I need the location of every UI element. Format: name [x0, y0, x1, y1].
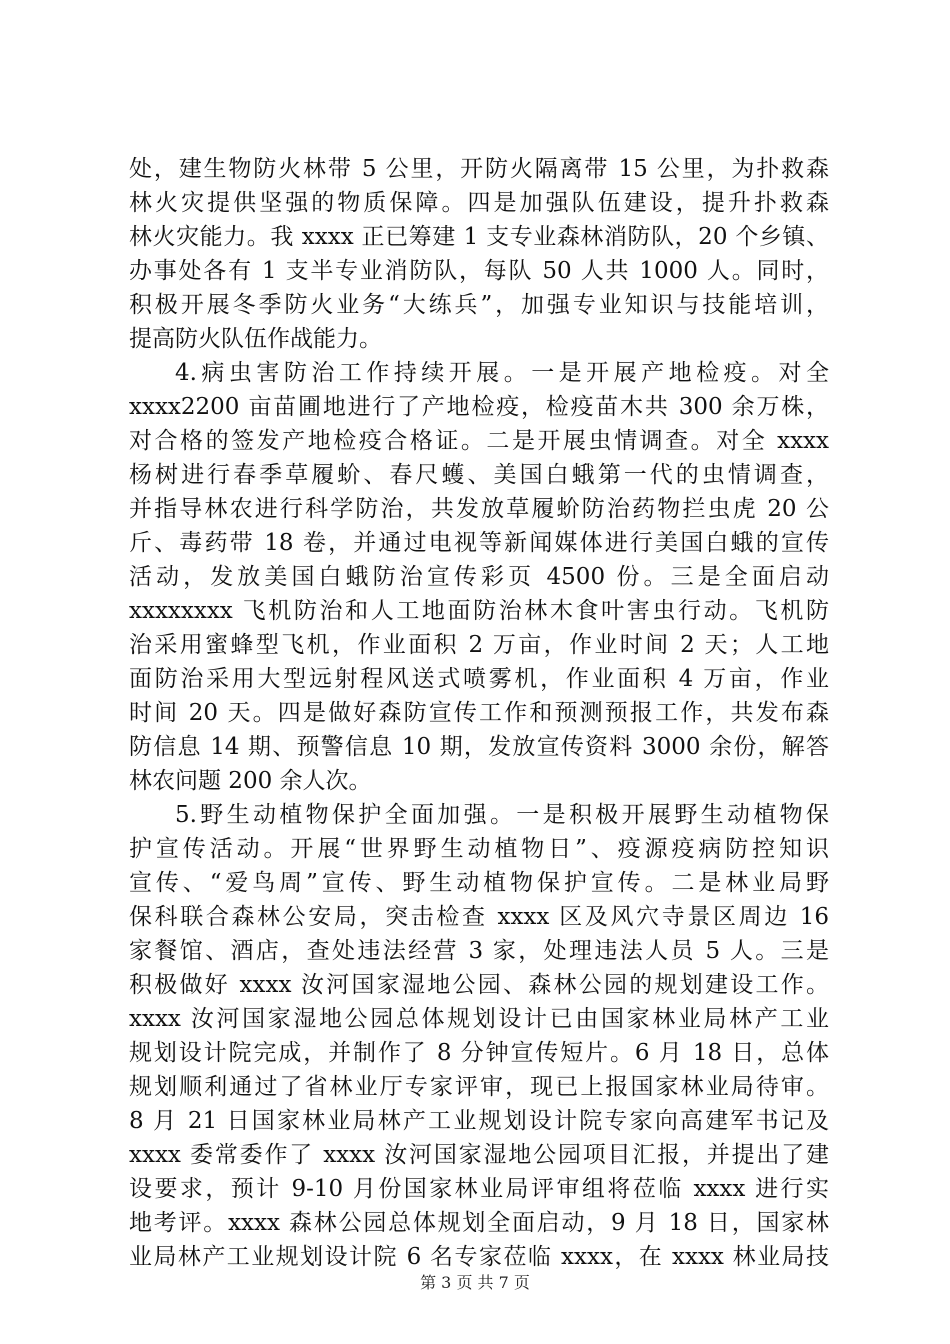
text-line: 业局林产工业规划设计院 6 名专家莅临 xxxx，在 xxxx 林业局技: [129, 1244, 829, 1270]
text-line: 林火灾能力。我 xxxx 正已筹建 1 支专业森林消防队，20 个乡镇、: [129, 224, 829, 250]
text-line: xxxxxxxx 飞机防治和人工地面防治林木食叶害虫行动。飞机防: [129, 598, 829, 624]
text-line: 设要求，预计 9-10 月份国家林业局评审组将莅临 xxxx 进行实: [129, 1176, 829, 1202]
text-line: 家餐馆、酒店，查处违法经营 3 家，处理违法人员 5 人。三是: [129, 938, 829, 964]
text-line: 处，建生物防火林带 5 公里，开防火隔离带 15 公里，为扑救森: [129, 156, 829, 182]
text-line: 规划设计院完成，并制作了 8 分钟宣传短片。6 月 18 日，总体: [129, 1040, 829, 1066]
text-line: 宣传、“爱鸟周”宣传、野生动植物保护宣传。二是林业局野: [129, 870, 829, 896]
text-line: 治采用蜜蜂型飞机，作业面积 2 万亩，作业时间 2 天；人工地: [129, 632, 829, 658]
text-line: xxxx2200 亩苗圃地进行了产地检疫，检疫苗木共 300 余万株，: [129, 394, 829, 420]
text-line: xxxx 汝河国家湿地公园总体规划设计已由国家林业局林产工业: [129, 1006, 829, 1032]
text-line: 面防治采用大型远射程风送式喷雾机，作业面积 4 万亩，作业: [129, 666, 829, 692]
page-footer: 第 3 页 共 7 页: [420, 1273, 530, 1292]
text-line: 活动，发放美国白蛾防治宣传彩页 4500 份。三是全面启动: [129, 564, 829, 590]
text-line: 积极开展冬季防火业务“大练兵”，加强专业知识与技能培训，: [129, 292, 829, 318]
document-body: [129, 152, 829, 1274]
text-line: 对合格的签发产地检疫合格证。二是开展虫情调查。对全 xxxx: [129, 428, 829, 454]
text-line: 林火灾提供坚强的物质保障。四是加强队伍建设，提升扑救森: [129, 190, 829, 216]
text-line: 规划顺利通过了省林业厅专家评审，现已上报国家林业局待审。: [129, 1074, 829, 1100]
text-line: 护宣传活动。开展“世界野生动植物日”、疫源疫病防控知识: [129, 836, 829, 862]
text-line: xxxx 委常委作了 xxxx 汝河国家湿地公园项目汇报，并提出了建: [129, 1142, 829, 1168]
text-line: 并指导林农进行科学防治，共发放草履蚧防治药物拦虫虎 20 公: [129, 496, 829, 522]
text-line: 杨树进行春季草履蚧、春尺蠖、美国白蛾第一代的虫情调查，: [129, 462, 829, 488]
text-line: 8 月 21 日国家林业局林产工业规划设计院专家向高建军书记及: [129, 1108, 829, 1134]
text-line: 时间 20 天。四是做好森防宣传工作和预测预报工作，共发布森: [129, 700, 829, 726]
paragraph-heading-line: 5.野生动植物保护全面加强。一是积极开展野生动植物保: [175, 802, 829, 828]
text-line: 办事处各有 1 支半专业消防队，每队 50 人共 1000 人。同时，: [129, 258, 829, 284]
text-line: 提高防火队伍作战能力。: [129, 326, 382, 352]
text-line: 林农问题 200 余人次。: [129, 768, 372, 794]
text-line: 斤、毒药带 18 卷，并通过电视等新闻媒体进行美国白蛾的宣传: [129, 530, 829, 556]
paragraph-heading-line: 4.病虫害防治工作持续开展。一是开展产地检疫。对全: [175, 360, 829, 386]
text-line: 防信息 14 期、预警信息 10 期，发放宣传资料 3000 余份，解答: [129, 734, 829, 760]
text-line: 地考评。xxxx 森林公园总体规划全面启动，9 月 18 日，国家林: [129, 1210, 829, 1236]
text-line: 保科联合森林公安局，突击检查 xxxx 区及风穴寺景区周边 16: [129, 904, 829, 930]
text-line: 积极做好 xxxx 汝河国家湿地公园、森林公园的规划建设工作。: [129, 972, 829, 998]
